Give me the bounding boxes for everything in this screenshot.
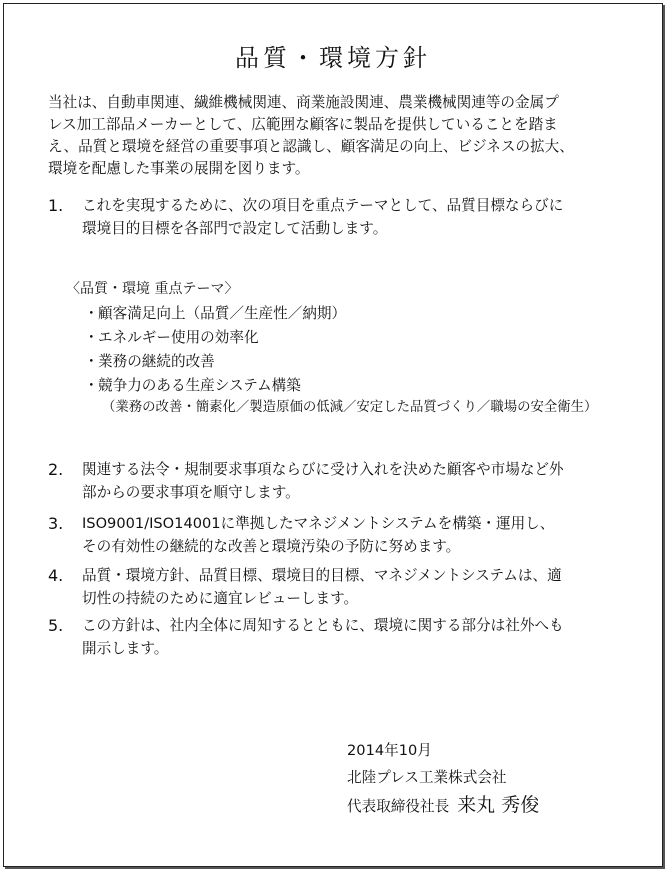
theme-note: （業務の改善・簡素化／製造原価の低減／安定した品質づくり／職場の安全衛生） [102, 400, 598, 415]
intro-line: え、品質と環境を経営の重要事項と認識し、顧客満足の向上、ビジネスの拡大、 [48, 138, 574, 155]
item-line: これを実現するために、次の項目を重点テーマとして、品質目標ならびに [82, 197, 564, 214]
signature-name: 来丸 秀俊 [457, 794, 540, 816]
item-line: 開示します。 [82, 640, 169, 657]
theme-item-label: 競争力のある生産システム構築 [98, 377, 301, 394]
signature-company: 北陸プレス工業株式会社 [347, 769, 507, 786]
signature-block [347, 790, 539, 817]
item-number: 2. [48, 460, 64, 479]
theme-heading: 〈品質・環境 重点テーマ〉 [66, 281, 239, 297]
item-line: その有効性の継続的な改善と環境汚染の予防に努めます。 [82, 538, 461, 555]
intro-line: レス加工部品メーカーとして、広範囲な顧客に製品を提供していることを踏ま [48, 116, 558, 133]
theme-item-label: エネルギー使用の効率化 [98, 329, 259, 346]
theme-item [84, 350, 346, 374]
document-frame [3, 3, 663, 867]
item-line: 関連する法令・規制要求事項ならびに受け入れを決めた顧客や市場など外 [82, 461, 564, 478]
theme-list [84, 302, 346, 398]
signature-role: 代表取締役社長 [347, 798, 450, 815]
theme-item-label: 業務の継続的改善 [98, 353, 215, 370]
signature-date: 2014年10月 [347, 742, 432, 759]
theme-item [84, 374, 346, 398]
intro-paragraph [48, 92, 638, 180]
item-number: 3. [48, 514, 64, 533]
intro-line: 当社は、自動車関連、繊維機械関連、商業施設関連、農業機械関連等の金属プ [48, 94, 559, 111]
item-line: 部からの要求事項を順守します。 [82, 484, 300, 501]
item-line: 環境目的目標を各部門で設定して活動します。 [82, 220, 388, 237]
bullet-icon: ・ [84, 353, 99, 370]
theme-item [84, 302, 346, 326]
page-title: 品質・環境方針 [235, 44, 431, 72]
item-number: 1. [48, 196, 64, 215]
item-number: 5. [48, 616, 64, 635]
intro-line: 環境を配慮した事業の展開を図ります。 [48, 160, 310, 177]
item-line: 切性の持続のために適宜レビューします。 [82, 590, 359, 607]
item-line: この方針は、社内全体に周知するとともに、環境に関する部分は社外へも [82, 617, 564, 634]
item-number: 4. [48, 566, 64, 585]
item-line: ISO9001/ISO14001に準拠したマネジメントシステムを構築・運用し、 [82, 515, 555, 532]
bullet-icon: ・ [84, 305, 99, 322]
theme-item [84, 326, 346, 350]
bullet-icon: ・ [84, 329, 99, 346]
theme-item-label: 顧客満足向上（品質／生産性／納期） [98, 305, 347, 322]
bullet-icon: ・ [84, 377, 99, 394]
item-line: 品質・環境方針、品質目標、環境目的目標、マネジメントシステムは、適 [82, 567, 562, 584]
